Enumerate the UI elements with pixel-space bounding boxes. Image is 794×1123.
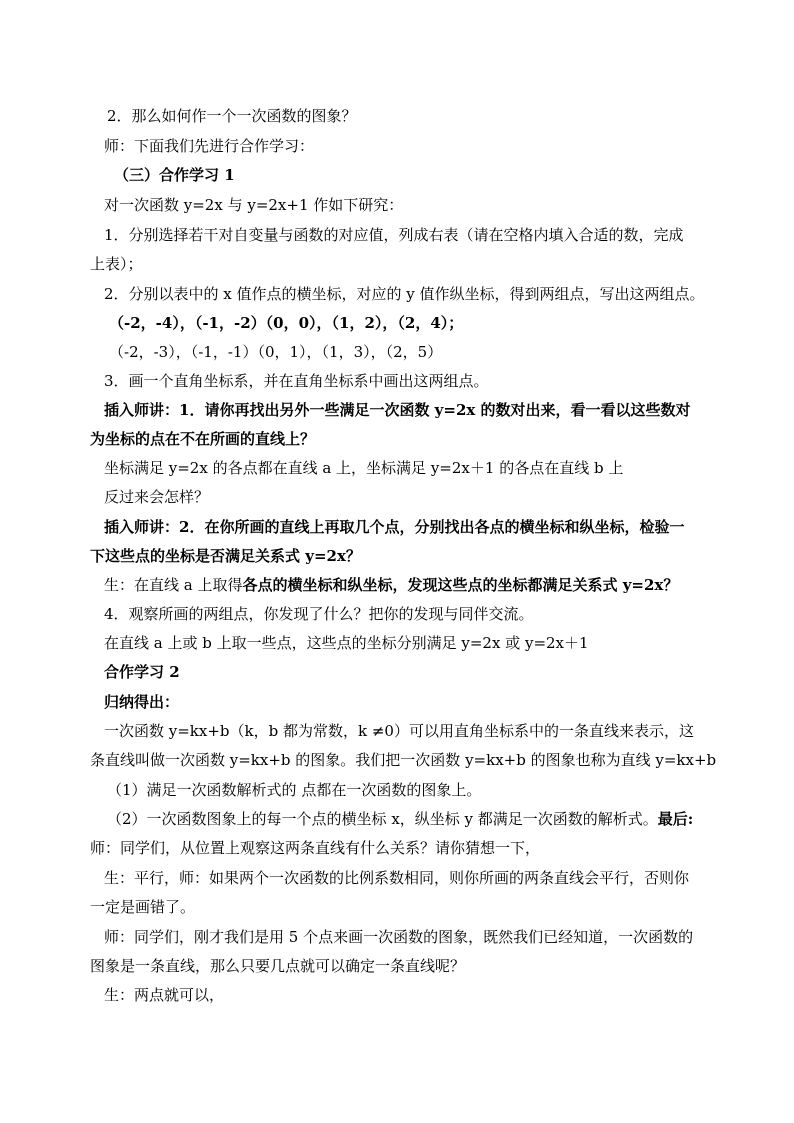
conclusion-heading: 归纳得出： [104,693,180,711]
student-line-bold: 各点的横坐标和纵坐标，发现这些点的坐标都满足关系式 y=2x？ [242,576,679,594]
property-2-text: （2）一次函数图象上的每一个点的横坐标 x，纵坐标 y 都满足一次函数的解析式。 [107,810,658,828]
property-1: （1）满足一次函数解析式的 点都在一次函数的图象上。 [107,781,482,799]
student-line [104,575,678,595]
definition-line-1: 一次函数 y=kx+b（k，b 都为常数，k ≠0）可以用直角坐标系中的一条直线来表示，这 [104,722,694,740]
definition-line-2: 条直线叫做一次函数 y=kx+b 的图象。我们把一次函数 y=kx+b 的图象也称为直线 y=kx+b [90,751,717,769]
points-set-2: （-2，-3），（-1，-1）（0，1），（1，3），（2，5） [109,343,443,361]
step-2: 2．分别以表中的 x 值作点的横坐标，对应的 y 值作纵坐标，得到两组点，写出这两组点。 [104,285,705,303]
student-parallel: 生：平行，师：如果两个一次函数的比例系数相同，则你所画的两条直线会平行，否则你 [104,869,690,887]
step-1-cont: 上表）； [90,255,143,273]
points-set-1: （-2，-4），（-1，-2）（0，0），（1，2），（2，4）； [109,314,464,332]
reverse-question: 反过来会怎样？ [104,488,210,506]
question-2: 2．那么如何作一个一次函数的图象？ [107,107,357,125]
teacher-five-points: 师：同学们，刚才我们是用 5 个点来画一次函数的图象，既然我们已经知道，一次函数的 [104,928,694,946]
step-3: 3．画一个直角坐标系，并在直角坐标系中画出这两组点。 [104,372,489,390]
insert-teacher-1-cont: 为坐标的点在不在所画的直线上？ [90,430,316,448]
insert-teacher-2-cont: 下这些点的坐标是否满足关系式 y=2x？ [90,547,361,565]
insert-teacher-1: 插入师讲：1．请你再找出另外一些满足一次函数 y=2x 的数对出来，看一看以这些数对 [104,401,691,419]
step-4: 4．观察所画的两组点，你发现了什么？把你的发现与同伴交流。 [104,605,534,623]
teacher-five-points-cont: 图象是一条直线，那么只要几点就可以确定一条直线呢？ [90,957,466,975]
observation-line: 坐标满足 y=2x 的各点都在直线 a 上，坐标满足 y=2x＋1 的各点在直线 b 上 [104,459,624,477]
teacher-line: 师：下面我们先进行合作学习： [104,137,315,155]
finally-label: 最后: [657,810,694,828]
line-points-statement: 在直线 a 上或 b 上取一些点，这些点的坐标分别满足 y=2x 或 y=2x＋1 [104,634,589,652]
section-heading-cooperative-2: 合作学习 2 [104,663,180,681]
step-1: 1．分别选择若干对自变量与函数的对应值，列成右表（请在空格内填入合适的数，完成 [104,226,684,244]
section-heading-cooperative-1: （三）合作学习 1 [114,166,235,184]
student-parallel-cont: 一定是画错了。 [90,898,196,916]
teacher-question-position: 师：同学们，从位置上观察这两条直线有什么关系？请你猜想一下， [90,839,541,857]
insert-teacher-2: 插入师讲：2．在你所画的直线上再取几个点，分别找出各点的横坐标和纵坐标，检验一 [104,518,685,536]
property-2 [107,809,693,829]
student-line-plain: 生：在直线 a 上取得 [104,576,243,594]
study-intro: 对一次函数 y=2x 与 y=2x+1 作如下研究： [104,196,404,214]
student-two-points: 生：两点就可以， [104,986,225,1004]
